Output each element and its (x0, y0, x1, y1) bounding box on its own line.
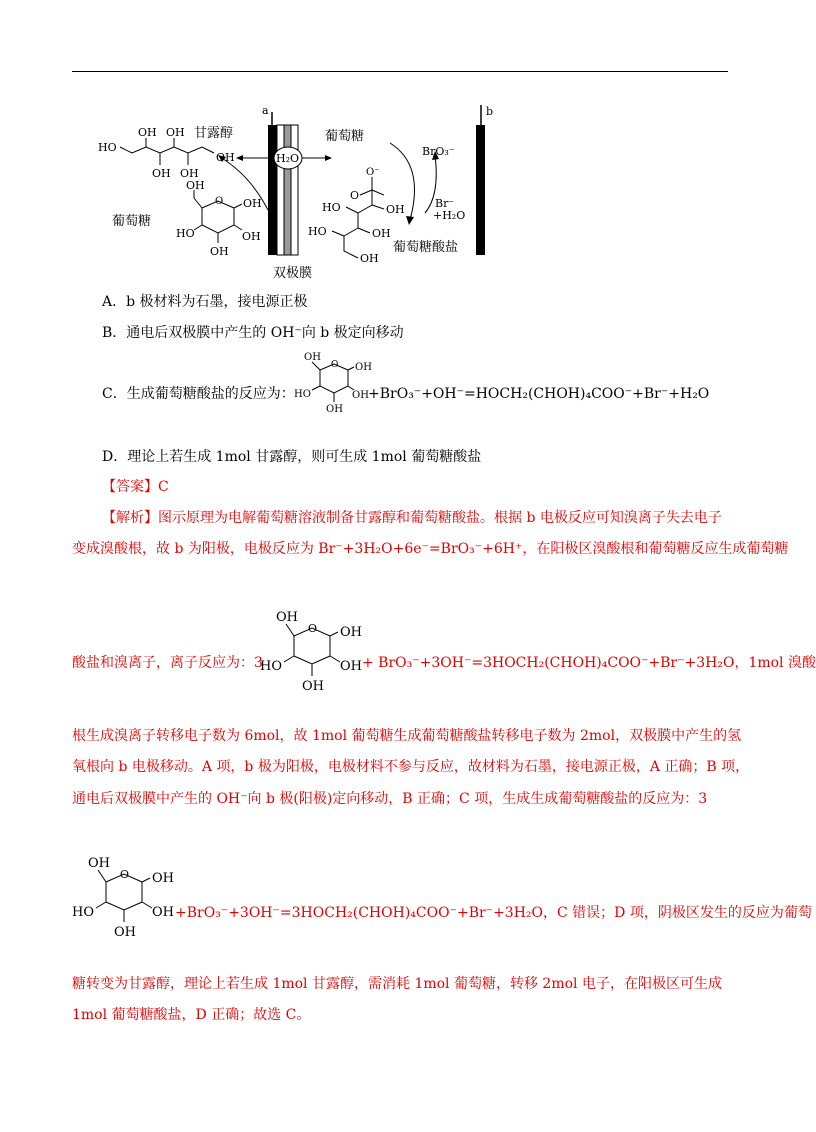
mannitol-ho: HO (98, 141, 117, 154)
mannitol-structure (120, 138, 214, 165)
gluconate-label: 葡萄糖酸盐 (393, 240, 459, 255)
gluconate-ho-2: HO (308, 225, 327, 238)
arrowhead-gluconate (406, 216, 414, 225)
gluconate-oh-1: OH (386, 203, 405, 216)
c-oh-right: OH (355, 362, 372, 373)
option-a: A．b 极材料为石墨，接电源正极 (102, 294, 308, 310)
mannitol-oh-5: OH (216, 151, 235, 164)
a2-o: O (120, 868, 130, 881)
membrane-layer-2 (284, 125, 291, 255)
analysis-glucose-structure-2 (68, 852, 178, 942)
c-ho: HO (294, 389, 311, 400)
c-oh-br: OH (352, 390, 369, 401)
analysis-line-3-prefix: 酸盐和溴离子，离子反应为：3 (72, 655, 263, 671)
glucose-left-o: O (215, 196, 224, 207)
a1-ho: HO (260, 659, 282, 674)
mannitol-oh-4: OH (180, 167, 199, 180)
a2-oh-bottom: OH (114, 925, 136, 940)
analysis-line-2: 变成溴酸根，故 b 为阳极，电极反应为 Br⁻+3H₂O+6e⁻=BrO₃⁻+6H⁺，在阳极区溴酸根和葡萄糖反应生成葡萄糖 (72, 541, 789, 557)
a2-oh-top: OH (88, 856, 110, 871)
membrane-label: 双极膜 (273, 266, 313, 281)
analysis-line-7-suffix: +BrO₃⁻+3OH⁻=3HOCH₂(CHOH)₄COO⁻+Br⁻+3H₂O，C 错误；D 项，阴极区发生的反应为葡萄 (175, 905, 812, 921)
option-b: B．通电后双极膜中产生的 OH⁻向 b 极定向移动 (102, 325, 404, 341)
electrode-b-bar (476, 125, 485, 255)
a1-oh-br: OH (340, 659, 362, 674)
analysis-line-5: 氧根向 b 电极移动。A 项，b 极为阳极，电极材料不参与反应，故材料为石墨，接电源正极，A 正确；B 项， (72, 759, 750, 775)
water-label: H₂O (276, 152, 300, 165)
a1-oh-bottom: OH (302, 679, 324, 694)
option-c-suffix: +BrO₃⁻+OH⁻=HOCH₂(CHOH)₄COO⁻+Br⁻+H₂O (368, 386, 710, 402)
a1-oh-right: OH (340, 625, 362, 640)
gluconate-ho-1: HO (322, 201, 341, 214)
membrane-layer-3 (291, 125, 298, 255)
a2-oh-br: OH (152, 905, 174, 920)
a2-ho: HO (72, 905, 94, 920)
electrode-b-label: b (486, 105, 494, 118)
electrode-a-bar (268, 125, 277, 255)
glucose-left-oh-top: OH (186, 179, 205, 192)
mannitol-oh-1: OH (138, 126, 157, 139)
glucose-left-oh-br: OH (242, 230, 261, 243)
bro3-label: BrO₃⁻ (422, 145, 455, 158)
glucose-left-oh-right: OH (243, 197, 262, 210)
a1-o: O (308, 622, 318, 635)
option-c-glucose-structure (290, 350, 370, 418)
membrane-layer-1 (277, 125, 284, 255)
electrode-a-label: a (262, 104, 269, 117)
header-rule (72, 71, 728, 72)
arrowhead-h2o-right (325, 155, 332, 161)
gluconate-oh-2: OH (372, 227, 391, 240)
arrowhead-h2o-left (236, 155, 243, 161)
c-oh-bottom: OH (326, 404, 343, 415)
analysis-line-9: 1mol 葡萄糖酸盐，D 正确；故选 C。 (72, 1007, 311, 1023)
glucose-left-ho: HO (176, 227, 195, 240)
br-label: Br⁻ (435, 197, 455, 210)
c-o: O (331, 360, 339, 370)
glucose-right-label: 葡萄糖 (325, 129, 365, 144)
glucose-left-label: 葡萄糖 (112, 214, 152, 229)
gluconate-o: O (350, 189, 360, 202)
mannitol-oh-3: OH (152, 167, 171, 180)
a2-oh-right: OH (152, 871, 174, 886)
analysis-glucose-structure-1 (256, 606, 366, 696)
option-c-prefix: C．生成葡萄糖酸盐的反应为： (102, 386, 295, 402)
glucose-left-oh-bottom: OH (210, 245, 229, 258)
analysis-line-8: 糖转变为甘露醇，理论上若生成 1mol 甘露醇，需消耗 1mol 葡萄糖，转移 2mol 电子，在阳极区可生成 (72, 976, 722, 992)
analysis-line-1: 【解析】图示原理为电解葡萄糖溶液制备甘露醇和葡萄糖酸盐。根据 b 电极反应可知溴离子失去电子 (102, 510, 722, 526)
mannitol-label: 甘露醇 (194, 126, 234, 141)
electrolysis-diagram (90, 95, 510, 290)
analysis-line-3-suffix: + BrO₃⁻+3OH⁻=3HOCH₂(CHOH)₄COO⁻+Br⁻+3H₂O，1mol 溴酸 (362, 655, 816, 671)
c-oh-top: OH (304, 352, 321, 363)
gluconate-oh-3: OH (360, 252, 379, 265)
a1-oh-top: OH (276, 610, 298, 625)
gluconate-o-minus: O⁻ (366, 167, 380, 178)
answer-label: 【答案】C (102, 479, 169, 495)
h2o-product-label: +H₂O (433, 209, 466, 222)
analysis-line-4: 根生成溴离子转移电子数为 6mol，故 1mol 葡萄糖生成葡萄糖酸盐转移电子数为 2mol，双极膜中产生的氢 (72, 728, 742, 744)
option-d: D．理论上若生成 1mol 甘露醇，则可生成 1mol 葡萄糖酸盐 (102, 449, 482, 465)
mannitol-oh-2: OH (166, 126, 185, 139)
analysis-line-6: 通电后双极膜中产生的 OH⁻向 b 极(阳极)定向移动，B 正确；C 项，生成生成葡萄糖酸盐的反应为：3 (72, 791, 708, 807)
